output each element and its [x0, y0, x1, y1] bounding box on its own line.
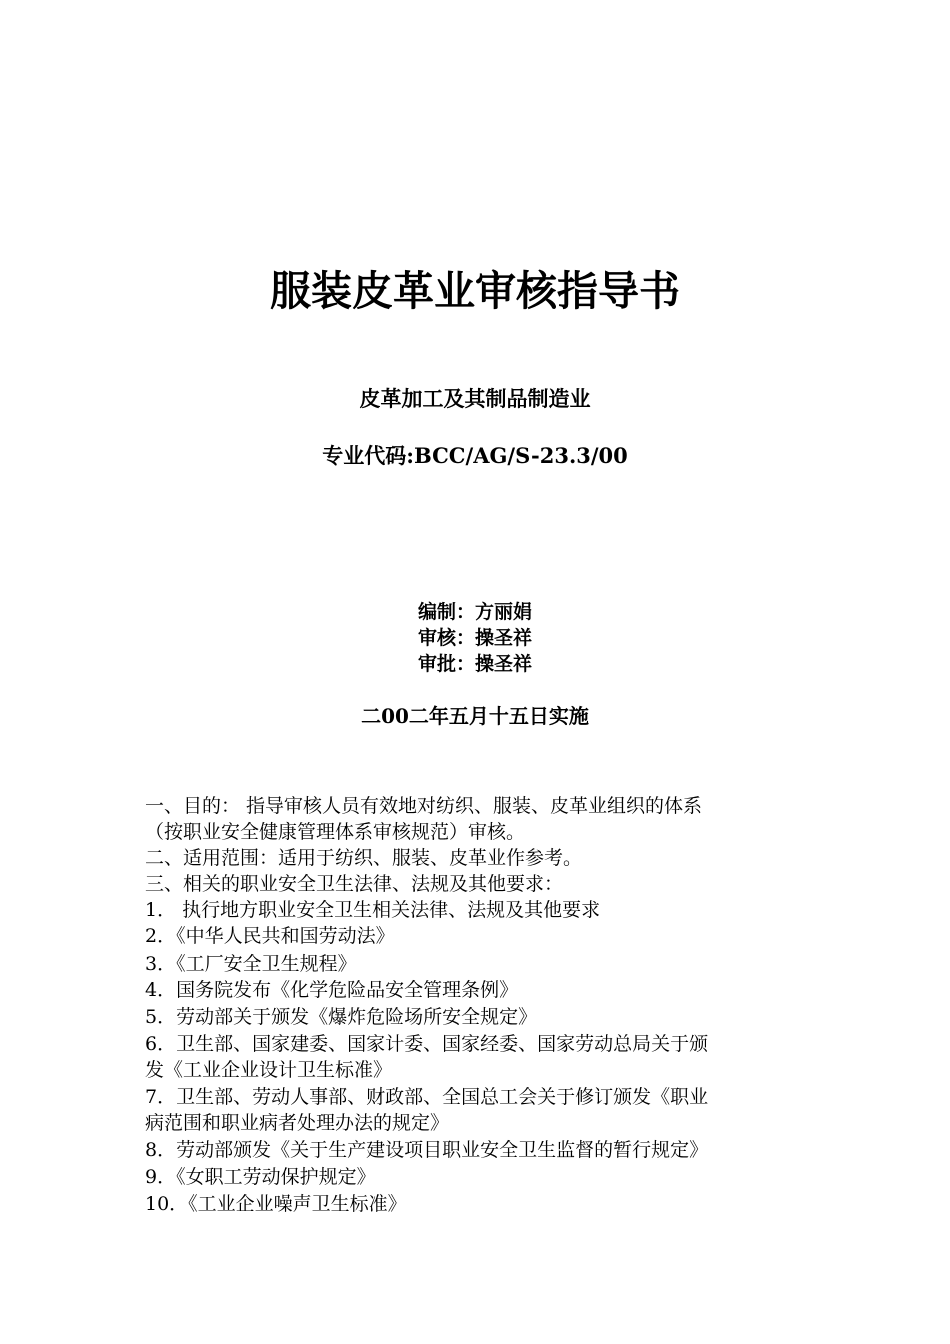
body-line: 8．劳动部颁发《关于生产建设项目职业安全卫生监督的暂行规定》 [145, 1139, 709, 1161]
document-subtitle: 皮革加工及其制品制造业 [359, 386, 591, 411]
body-line: 一、目的： 指导审核人员有效地对纺织、服装、皮革业组织的体系 [145, 795, 703, 817]
body-line: 二、适用范围：适用于纺织、服装、皮革业作参考。 [145, 847, 583, 869]
body-line: 3．《工厂安全卫生规程》 [145, 953, 357, 975]
body-line: 10．《工业企业噪声卫生标准》 [145, 1193, 407, 1215]
specialty-code: 专业代码:BCC/AG/S-23.3/00 [322, 443, 628, 468]
body-line: 9．《女职工劳动保护规定》 [145, 1166, 376, 1188]
body-line: 三、相关的职业安全卫生法律、法规及其他要求： [145, 873, 564, 895]
body-line: 4．国务院发布《化学危险品安全管理条例》 [145, 979, 519, 1001]
body-line: 2．《中华人民共和国劳动法》 [145, 925, 395, 947]
body-line: 病范围和职业病者处理办法的规定》 [145, 1112, 450, 1134]
body-line: （按职业安全健康管理体系审核规范）审核。 [145, 821, 526, 843]
body-line: 6．卫生部、国家建委、国家计委、国家经委、国家劳动总局关于颁 [145, 1033, 709, 1055]
body-line: 1． 执行地方职业安全卫生相关法律、法规及其他要求 [145, 899, 601, 921]
approver-line: 审批：操圣祥 [417, 653, 532, 675]
author-line: 编制：方丽娟 [417, 601, 532, 623]
reviewer-line: 审核：操圣祥 [417, 627, 532, 649]
body-line: 7．卫生部、劳动人事部、财政部、全国总工会关于修订颁发《职业 [145, 1086, 709, 1108]
effective-date: 二00二年五月十五日实施 [361, 704, 589, 728]
body-line: 5．劳动部关于颁发《爆炸危险场所安全规定》 [145, 1006, 538, 1028]
body-line: 发《工业企业设计卫生标准》 [145, 1059, 393, 1081]
document-title: 服装皮革业审核指导书 [270, 267, 680, 315]
